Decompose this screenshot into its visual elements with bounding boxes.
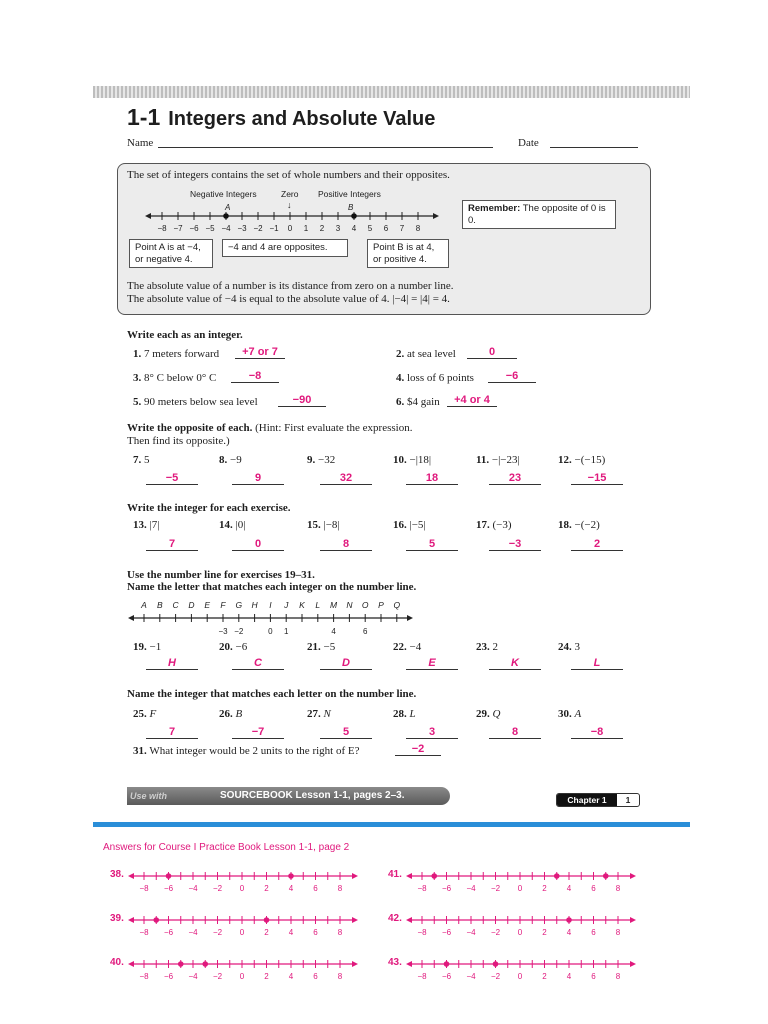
answer-29[interactable]: 8 bbox=[489, 726, 541, 739]
answer-tick-label: 8 bbox=[615, 972, 621, 981]
answer-3[interactable]: −8 bbox=[231, 370, 279, 383]
q26: 26. B bbox=[219, 708, 243, 720]
answer-tick-label: −8 bbox=[139, 972, 149, 981]
answer-tick-label: 6 bbox=[313, 884, 318, 893]
letters-number-line bbox=[128, 598, 413, 638]
answer-27[interactable]: 5 bbox=[320, 726, 372, 739]
answer-tick-label: −8 bbox=[139, 884, 149, 893]
number-label: 4 bbox=[331, 627, 336, 636]
callout-point-a: Point A is at −4, or negative 4. bbox=[129, 239, 213, 268]
answer-12[interactable]: −15 bbox=[571, 472, 623, 485]
answer-tick-label: −8 bbox=[417, 884, 427, 893]
answer-tick-label: −2 bbox=[212, 972, 223, 981]
answer-line-label: 38. bbox=[110, 869, 124, 880]
q21: 21. −5 bbox=[307, 641, 336, 653]
info-tick-label: −7 bbox=[173, 224, 183, 233]
letter-label: K bbox=[299, 600, 305, 610]
answer-tick-label: −4 bbox=[188, 972, 198, 981]
q4: 4. loss of 6 points bbox=[396, 372, 474, 384]
answer-17[interactable]: −3 bbox=[489, 538, 541, 551]
answer-number-line bbox=[128, 868, 360, 894]
answer-26[interactable]: −7 bbox=[232, 726, 284, 739]
answer-tick-label: −8 bbox=[139, 928, 149, 937]
q11: 11. −|−23| bbox=[476, 454, 520, 466]
info-point bbox=[351, 213, 357, 219]
answer-6[interactable]: +4 or 4 bbox=[447, 394, 497, 407]
top-decorative-band bbox=[93, 86, 690, 98]
answer-10[interactable]: 18 bbox=[406, 472, 458, 485]
absolute-value-definition: The absolute value of a number is its distance from zero on a number line. bbox=[127, 280, 454, 292]
letter-label: P bbox=[378, 600, 384, 610]
q3: 3. 8° C below 0° C bbox=[133, 372, 217, 384]
q1: 1. 7 meters forward bbox=[133, 348, 220, 360]
answer-14[interactable]: 0 bbox=[232, 538, 284, 551]
info-tick-label: 8 bbox=[415, 224, 421, 233]
answer-tick-label: −6 bbox=[441, 884, 452, 893]
answer-tick-label: −2 bbox=[212, 928, 223, 937]
answer-tick-label: 6 bbox=[591, 972, 596, 981]
answer-tick-label: 0 bbox=[517, 972, 523, 981]
answer-point bbox=[153, 917, 159, 923]
q7: 7. 5 bbox=[133, 454, 150, 466]
letter-label: D bbox=[188, 600, 195, 610]
q8: 8. −9 bbox=[219, 454, 242, 466]
remember-text: The opposite of 0 is 0. bbox=[468, 203, 606, 226]
q19: 19. −1 bbox=[133, 641, 162, 653]
answer-tick-label: −6 bbox=[163, 884, 174, 893]
answer-tick-label: 4 bbox=[288, 972, 294, 981]
q17: 17. (−3) bbox=[476, 519, 512, 531]
q23: 23. 2 bbox=[476, 641, 498, 653]
info-tick-label: −1 bbox=[269, 224, 279, 233]
answer-point bbox=[444, 961, 450, 967]
q16: 16. |−5| bbox=[393, 519, 426, 531]
remember-label: Remember: bbox=[468, 203, 521, 214]
answer-tick-label: 4 bbox=[288, 884, 294, 893]
letter-label: M bbox=[330, 600, 338, 610]
info-point bbox=[223, 213, 229, 219]
answer-13[interactable]: 7 bbox=[146, 538, 198, 551]
point-a-label: A bbox=[225, 203, 231, 212]
q25: 25. F bbox=[133, 708, 157, 720]
answer-tick-label: −4 bbox=[188, 884, 198, 893]
answer-25[interactable]: 7 bbox=[146, 726, 198, 739]
answer-4[interactable]: −6 bbox=[488, 370, 536, 383]
section5-heading: Name the integer that matches each letter on the number line. bbox=[127, 688, 417, 700]
section-divider bbox=[93, 822, 690, 827]
answer-tick-label: −6 bbox=[441, 972, 452, 981]
info-tick-label: 2 bbox=[319, 224, 325, 233]
answer-tick-label: −6 bbox=[163, 928, 174, 937]
info-tick-label: 4 bbox=[351, 224, 357, 233]
q6: 6. $4 gain bbox=[396, 396, 440, 408]
answer-tick-label: 2 bbox=[542, 884, 547, 893]
section4-heading1: Use the number line for exercises 19–31. bbox=[127, 569, 315, 581]
lesson-number: 1-1 bbox=[127, 104, 161, 130]
info-tick-label: 3 bbox=[335, 224, 341, 233]
answer-point bbox=[493, 961, 499, 967]
answer-line-label: 42. bbox=[388, 913, 402, 924]
section2-hint-cont: Then find its opposite.) bbox=[127, 435, 230, 447]
sourcebook-reference: SOURCEBOOK Lesson 1-1, pages 2–3. bbox=[220, 790, 405, 801]
answer-tick-label: −8 bbox=[417, 972, 427, 981]
answer-tick-label: 0 bbox=[517, 928, 523, 937]
answer-19[interactable]: H bbox=[146, 657, 198, 670]
letter-label: O bbox=[361, 600, 369, 610]
letter-label: F bbox=[220, 600, 226, 610]
answer-8[interactable]: 9 bbox=[232, 472, 284, 485]
info-tick-label: 6 bbox=[383, 224, 389, 233]
section1-heading: Write each as an integer. bbox=[127, 329, 243, 341]
answer-tick-label: 6 bbox=[591, 928, 596, 937]
answer-point bbox=[202, 961, 208, 967]
answer-1[interactable]: +7 or 7 bbox=[235, 346, 285, 359]
answer-tick-label: 2 bbox=[542, 972, 547, 981]
date-label: Date bbox=[518, 137, 539, 149]
answer-tick-label: 2 bbox=[264, 972, 269, 981]
answer-tick-label: −2 bbox=[212, 884, 223, 893]
answer-5[interactable]: −90 bbox=[278, 394, 326, 407]
letter-label: J bbox=[284, 600, 289, 610]
q27: 27. N bbox=[307, 708, 331, 720]
letter-label: L bbox=[315, 600, 321, 610]
info-tick-label: 5 bbox=[367, 224, 373, 233]
info-tick-label: 1 bbox=[303, 224, 309, 233]
letter-label: B bbox=[156, 600, 163, 610]
letter-label: H bbox=[251, 600, 258, 610]
answer-point bbox=[566, 917, 572, 923]
answer-line-label: 41. bbox=[388, 869, 402, 880]
page-number: 1 bbox=[625, 795, 631, 805]
info-tick-label: 7 bbox=[399, 224, 405, 233]
answer-point bbox=[178, 961, 184, 967]
answer-tick-label: 4 bbox=[566, 928, 572, 937]
answer-15[interactable]: 8 bbox=[320, 538, 372, 551]
answer-point bbox=[431, 873, 437, 879]
q12: 12. −(−15) bbox=[558, 454, 606, 466]
answer-tick-label: 0 bbox=[239, 884, 245, 893]
callout-opposites: −4 and 4 are opposites. bbox=[222, 239, 348, 257]
q13: 13. |7| bbox=[133, 519, 160, 531]
answer-tick-label: 8 bbox=[337, 972, 343, 981]
label-positive-integers: Positive Integers bbox=[318, 189, 381, 199]
number-label: 1 bbox=[283, 627, 289, 636]
letter-label: G bbox=[235, 600, 243, 610]
info-tick-label: −5 bbox=[205, 224, 215, 233]
number-label: −2 bbox=[234, 627, 244, 636]
answer-7[interactable]: −5 bbox=[146, 472, 198, 485]
name-label: Name bbox=[127, 137, 154, 149]
answer-number-line bbox=[406, 912, 638, 938]
q22: 22. −4 bbox=[393, 641, 422, 653]
answer-line-label: 40. bbox=[110, 957, 124, 968]
answer-2[interactable]: 0 bbox=[467, 346, 517, 359]
q31: 31. What integer would be 2 units to the right of E? bbox=[133, 745, 360, 757]
answer-tick-label: −6 bbox=[163, 972, 174, 981]
answer-line-label: 39. bbox=[110, 913, 124, 924]
answer-20[interactable]: C bbox=[232, 657, 284, 670]
info-tick-label: −2 bbox=[253, 224, 263, 233]
q2: 2. at sea level bbox=[396, 348, 456, 360]
answer-point bbox=[264, 917, 270, 923]
number-label: 6 bbox=[362, 627, 368, 636]
remember-callout bbox=[462, 200, 616, 229]
answer-tick-label: −4 bbox=[188, 928, 198, 937]
zero-arrow-icon: ↓ bbox=[287, 200, 292, 210]
answer-tick-label: 6 bbox=[313, 928, 318, 937]
q10: 10. −|18| bbox=[393, 454, 432, 466]
letter-label: N bbox=[346, 600, 353, 610]
answer-9[interactable]: 32 bbox=[320, 472, 372, 485]
q30: 30. A bbox=[558, 708, 582, 720]
callout-point-b: Point B is at 4, or positive 4. bbox=[367, 239, 449, 268]
answer-23[interactable]: K bbox=[489, 657, 541, 670]
section2-heading: Write the opposite of each. (Hint: First evaluate the expression. bbox=[127, 422, 413, 434]
q9: 9. −32 bbox=[307, 454, 336, 466]
answer-point bbox=[288, 873, 294, 879]
answer-number-line bbox=[406, 868, 638, 894]
answer-31[interactable]: −2 bbox=[395, 743, 441, 756]
answer-tick-label: −4 bbox=[466, 972, 476, 981]
answer-18[interactable]: 2 bbox=[571, 538, 623, 551]
answer-tick-label: 0 bbox=[517, 884, 523, 893]
info-tick-label: 0 bbox=[287, 224, 293, 233]
answer-tick-label: −2 bbox=[490, 884, 501, 893]
letter-label: Q bbox=[393, 600, 401, 610]
answer-number-line bbox=[128, 912, 360, 938]
answer-tick-label: 0 bbox=[239, 972, 245, 981]
answer-tick-label: 6 bbox=[591, 884, 596, 893]
letter-label: I bbox=[269, 600, 272, 610]
answer-tick-label: −4 bbox=[466, 884, 476, 893]
answers-heading: Answers for Course I Practice Book Lesson 1-1, page 2 bbox=[103, 842, 350, 853]
answer-tick-label: −2 bbox=[490, 972, 501, 981]
absolute-value-example: The absolute value of −4 is equal to the absolute value of 4. |−4| = |4| = 4. bbox=[127, 293, 450, 305]
answer-line-label: 43. bbox=[388, 957, 402, 968]
name-field-line[interactable] bbox=[158, 147, 493, 148]
q28: 28. L bbox=[393, 708, 416, 720]
answer-tick-label: 8 bbox=[615, 928, 621, 937]
info-tick-label: −6 bbox=[189, 224, 199, 233]
letter-label: C bbox=[172, 600, 179, 610]
answer-tick-label: 8 bbox=[337, 884, 343, 893]
q29: 29. Q bbox=[476, 708, 501, 720]
answer-24[interactable]: L bbox=[571, 657, 623, 670]
section3-heading: Write the integer for each exercise. bbox=[127, 502, 291, 514]
q14: 14. |0| bbox=[219, 519, 246, 531]
letter-label: E bbox=[204, 600, 211, 610]
answer-tick-label: 4 bbox=[566, 972, 572, 981]
number-label: −3 bbox=[218, 627, 228, 636]
answer-22[interactable]: E bbox=[406, 657, 458, 670]
answer-tick-label: 0 bbox=[239, 928, 245, 937]
answer-28[interactable]: 3 bbox=[406, 726, 458, 739]
answer-point bbox=[603, 873, 609, 879]
info-tick-label: −3 bbox=[237, 224, 247, 233]
chapter-badge bbox=[556, 793, 640, 807]
answer-point bbox=[554, 873, 560, 879]
q5: 5. 90 meters below sea level bbox=[133, 396, 258, 408]
answer-tick-label: −8 bbox=[417, 928, 427, 937]
answer-16[interactable]: 5 bbox=[406, 538, 458, 551]
answer-tick-label: 2 bbox=[264, 928, 269, 937]
answer-tick-label: 2 bbox=[542, 928, 547, 937]
info-tick-label: −4 bbox=[221, 224, 231, 233]
q20: 20. −6 bbox=[219, 641, 248, 653]
answer-tick-label: 8 bbox=[337, 928, 343, 937]
answer-tick-label: −2 bbox=[490, 928, 501, 937]
answer-tick-label: −4 bbox=[466, 928, 476, 937]
point-b-label: B bbox=[348, 203, 354, 212]
q24: 24. 3 bbox=[558, 641, 580, 653]
section4-heading2: Name the letter that matches each integer on the number line. bbox=[127, 581, 417, 593]
answer-tick-label: 4 bbox=[566, 884, 572, 893]
answer-point bbox=[166, 873, 172, 879]
use-with-label: Use with bbox=[130, 791, 168, 801]
info-tick-label: −8 bbox=[157, 224, 167, 233]
date-field-line[interactable] bbox=[550, 147, 638, 148]
q18: 18. −(−2) bbox=[558, 519, 600, 531]
info-intro: The set of integers contains the set of whole numbers and their opposites. bbox=[127, 169, 450, 181]
answer-tick-label: 8 bbox=[615, 884, 621, 893]
info-number-line bbox=[145, 208, 440, 236]
label-negative-integers: Negative Integers bbox=[190, 189, 257, 199]
answer-tick-label: 2 bbox=[264, 884, 269, 893]
answer-30[interactable]: −8 bbox=[571, 726, 623, 739]
label-zero: Zero bbox=[281, 189, 299, 199]
number-label: 0 bbox=[268, 627, 273, 636]
answer-number-line bbox=[406, 956, 638, 982]
answer-11[interactable]: 23 bbox=[489, 472, 541, 485]
lesson-title: Integers and Absolute Value bbox=[168, 108, 436, 130]
letter-label: A bbox=[141, 600, 147, 610]
answer-number-line bbox=[128, 956, 360, 982]
answer-tick-label: 6 bbox=[313, 972, 318, 981]
answer-tick-label: −6 bbox=[441, 928, 452, 937]
answer-tick-label: 4 bbox=[288, 928, 294, 937]
chapter-label: Chapter 1 bbox=[557, 794, 617, 806]
page-title bbox=[127, 104, 435, 131]
answer-21[interactable]: D bbox=[320, 657, 372, 670]
q15: 15. |−8| bbox=[307, 519, 340, 531]
